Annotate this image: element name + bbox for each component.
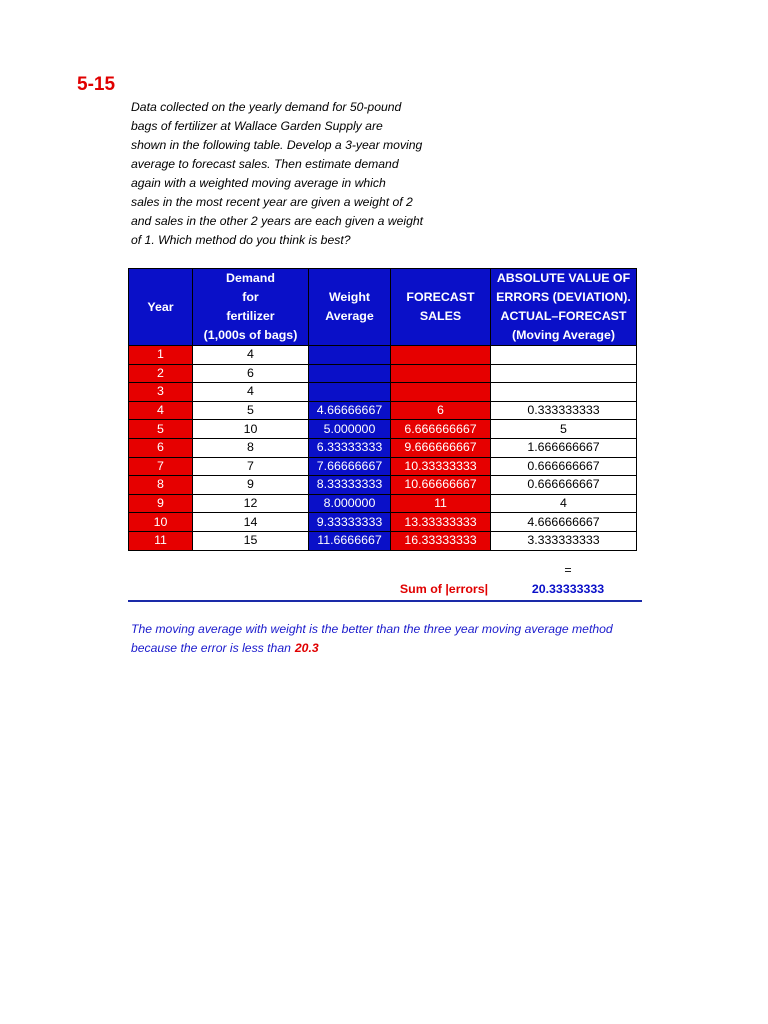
- table-header-row: [129, 269, 637, 346]
- table-row: [129, 346, 637, 365]
- cell-year: 5: [129, 420, 193, 439]
- problem-line: average to forecast sales. Then estimate demand: [131, 157, 399, 171]
- cell-weight-average: [309, 346, 391, 365]
- divider-line: [128, 600, 642, 602]
- header-demand: [193, 269, 309, 346]
- cell-weight-average: 6.33333333: [309, 438, 391, 457]
- cell-weight-average: [309, 364, 391, 383]
- cell-year: 9: [129, 494, 193, 513]
- header-demand-line: for: [242, 290, 259, 304]
- cell-forecast-sales: 13.33333333: [391, 513, 491, 532]
- cell-year: 7: [129, 457, 193, 476]
- cell-abs-error: [491, 383, 637, 402]
- header-abs-line: ACTUAL–FORECAST: [500, 309, 627, 323]
- cell-weight-average: 9.33333333: [309, 513, 391, 532]
- cell-demand: 15: [193, 531, 309, 550]
- problem-line: bags of fertilizer at Wallace Garden Supply are: [131, 119, 383, 133]
- cell-weight-average: 5.000000: [309, 420, 391, 439]
- cell-year: 1: [129, 346, 193, 365]
- header-abs-line: (Moving Average): [511, 328, 616, 342]
- problem-line: of 1. Which method do you think is best?: [131, 233, 351, 247]
- cell-forecast-sales: 10.33333333: [391, 457, 491, 476]
- cell-demand: 5: [193, 401, 309, 420]
- cell-forecast-sales: 6: [391, 401, 491, 420]
- cell-abs-error: 5: [491, 420, 637, 439]
- conclusion-line-2-text: because the error is less than: [131, 641, 291, 655]
- problem-line: Data collected on the yearly demand for 50-pound: [131, 100, 402, 114]
- cell-year: 2: [129, 364, 193, 383]
- cell-abs-error: 1.666666667: [491, 438, 637, 457]
- cell-year: 10: [129, 513, 193, 532]
- cell-forecast-sales: 9.666666667: [391, 438, 491, 457]
- conclusion-line-2: [131, 639, 613, 658]
- header-year: [129, 269, 193, 346]
- table-row: [129, 531, 637, 550]
- header-forecast: [391, 269, 491, 346]
- cell-abs-error: [491, 346, 637, 365]
- header-forecast-line: SALES: [419, 309, 462, 323]
- table-row: [129, 476, 637, 495]
- problem-line: and sales in the other 2 years are each given a weight: [131, 214, 424, 228]
- table-row: [129, 420, 637, 439]
- cell-demand: 8: [193, 438, 309, 457]
- cell-forecast-sales: [391, 346, 491, 365]
- cell-demand: 7: [193, 457, 309, 476]
- table-row: [129, 364, 637, 383]
- header-abs-line: ABSOLUTE VALUE OF: [496, 271, 631, 285]
- cell-demand: 14: [193, 513, 309, 532]
- sum-errors-label: Sum of |errors|: [399, 582, 489, 596]
- cell-year: 3: [129, 383, 193, 402]
- cell-weight-average: 4.66666667: [309, 401, 391, 420]
- problem-line: again with a weighted moving average in which: [131, 176, 386, 190]
- cell-demand: 9: [193, 476, 309, 495]
- cell-weight-average: 8.000000: [309, 494, 391, 513]
- sum-errors-value: 20.33333333: [531, 582, 605, 596]
- equals-sign: =: [564, 563, 572, 577]
- cell-demand: 10: [193, 420, 309, 439]
- problem-number: 5-15: [77, 74, 116, 95]
- table-row: [129, 401, 637, 420]
- header-abs-line: ERRORS (DEVIATION).: [496, 290, 631, 304]
- header-demand-line: Demand: [226, 271, 275, 285]
- cell-forecast-sales: [391, 383, 491, 402]
- cell-abs-error: 0.666666667: [491, 457, 637, 476]
- cell-demand: 12: [193, 494, 309, 513]
- cell-forecast-sales: [391, 364, 491, 383]
- table-body: [129, 346, 637, 551]
- problem-statement: [131, 98, 451, 250]
- problem-line: shown in the following table. Develop a 3-year moving: [131, 138, 423, 152]
- cell-weight-average: 11.6666667: [309, 531, 391, 550]
- table-row: [129, 383, 637, 402]
- cell-weight-average: 8.33333333: [309, 476, 391, 495]
- header-abs-error: [491, 269, 637, 346]
- header-year-label: Year: [147, 299, 174, 314]
- cell-weight-average: [309, 383, 391, 402]
- table-row: [129, 494, 637, 513]
- cell-abs-error: 3.333333333: [491, 531, 637, 550]
- cell-year: 4: [129, 401, 193, 420]
- conclusion-line-1: The moving average with weight is the better than the three year moving average method: [131, 622, 613, 636]
- cell-forecast-sales: 11: [391, 494, 491, 513]
- cell-abs-error: [491, 364, 637, 383]
- cell-forecast-sales: 6.666666667: [391, 420, 491, 439]
- header-demand-line: (1,000s of bags): [203, 328, 298, 342]
- header-weight-line: Average: [325, 309, 374, 323]
- table-row: [129, 457, 637, 476]
- cell-demand: 4: [193, 383, 309, 402]
- cell-abs-error: 0.333333333: [491, 401, 637, 420]
- table-row: [129, 438, 637, 457]
- cell-weight-average: 7.66666667: [309, 457, 391, 476]
- problem-line: sales in the most recent year are given a weight of 2: [131, 195, 413, 209]
- conclusion-text: [131, 620, 613, 658]
- cell-year: 8: [129, 476, 193, 495]
- header-demand-line: fertilizer: [226, 309, 275, 323]
- cell-abs-error: 4.666666667: [491, 513, 637, 532]
- cell-year: 6: [129, 438, 193, 457]
- forecast-table: [128, 268, 637, 551]
- table-row: [129, 513, 637, 532]
- header-weight-line: Weight: [328, 290, 371, 304]
- header-forecast-line: FORECAST: [406, 290, 475, 304]
- cell-forecast-sales: 16.33333333: [391, 531, 491, 550]
- cell-forecast-sales: 10.66666667: [391, 476, 491, 495]
- cell-abs-error: 0.666666667: [491, 476, 637, 495]
- cell-demand: 6: [193, 364, 309, 383]
- conclusion-emphasis-value: 20.3: [294, 641, 319, 655]
- cell-year: 11: [129, 531, 193, 550]
- cell-abs-error: 4: [491, 494, 637, 513]
- cell-demand: 4: [193, 346, 309, 365]
- header-weight: [309, 269, 391, 346]
